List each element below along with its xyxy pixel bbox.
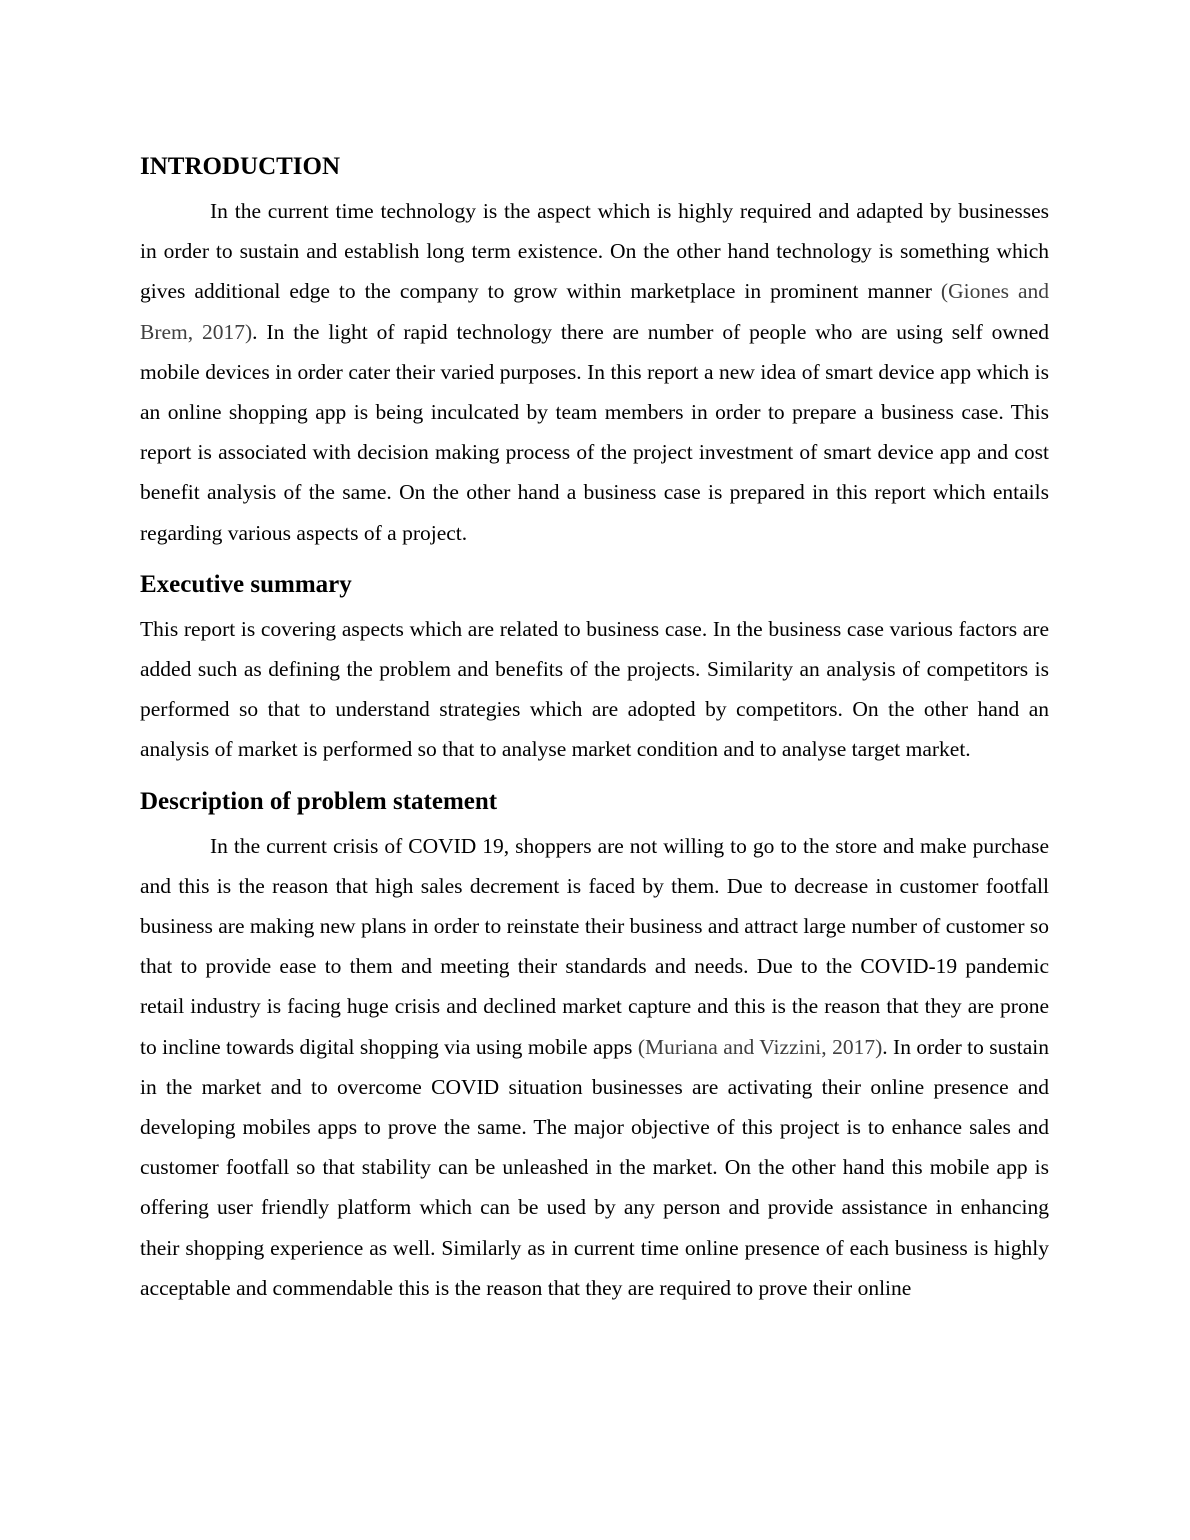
document-page xyxy=(140,148,1049,1308)
problem-statement-text-part-2: . In order to sustain in the market and to overcome COVID situation businesses are activating their online presence and developing mobiles apps to prove the same. The major objective of this project is to enhance sales and customer footfall so that stability can be unleashed in the market. On the other hand this mobile app is offering user friendly platform which can be used by any person and provide assistance in enhancing their shopping experience as well. Similarly as in current time online presence of each business is highly acceptable and commendable this is the reason that they are required to prove their online xyxy=(140,1034,1050,1300)
introduction-citation: (Giones and Brem, 2017) xyxy=(140,279,1049,344)
introduction-paragraph xyxy=(140,191,1049,553)
problem-statement-text-part-1: In the current crisis of COVID 19, shoppers are not willing to go to the store and make purchase and this is the reason that high sales decrement is faced by them. Due to decrease in customer footfall business are making new plans in order to reinstate their business and attract large number of customer so that to provide ease to them and meeting their standards and needs. Due to the COVID-19 pandemic retail industry is facing huge crisis and declined market capture and this is the reason that they are prone to incline towards digital shopping via using mobile apps xyxy=(140,833,1049,1059)
introduction-heading: INTRODUCTION xyxy=(140,153,341,180)
introduction-text-part-1: In the current time technology is the aspect which is highly required and adapted by businesses in order to sustain and establish long term existence. On the other hand technology is something which gives additional edge to the company to grow within marketplace in prominent manner xyxy=(140,199,1049,304)
introduction-text-part-2: . In the light of rapid technology there are number of people who are using self owned mobile devices in order cater their varied purposes. In this report a new idea of smart device app which is an online shopping app is being inculcated by team members in order to prepare a business case. This report is associated with decision making process of the project investment of smart device app and cost benefit analysis of the same. On the other hand a business case is prepared in this report which entails regarding various aspects of a project. xyxy=(140,319,1049,545)
executive-summary-heading: Executive summary xyxy=(140,570,352,598)
problem-statement-heading: Description of problem statement xyxy=(140,787,498,815)
executive-summary-paragraph: This report is covering aspects which are related to business case. In the business case various factors are added such as defining the problem and benefits of the projects. Similarity an analysis of competitors is performed so that to understand strategies which are adopted by competitors. On the other hand an analysis of market is performed so that to analyse market condition and to analyse target market. xyxy=(140,616,1049,762)
problem-statement-citation: (Muriana and Vizzini, 2017) xyxy=(637,1034,883,1059)
problem-statement-paragraph xyxy=(140,826,1049,1308)
